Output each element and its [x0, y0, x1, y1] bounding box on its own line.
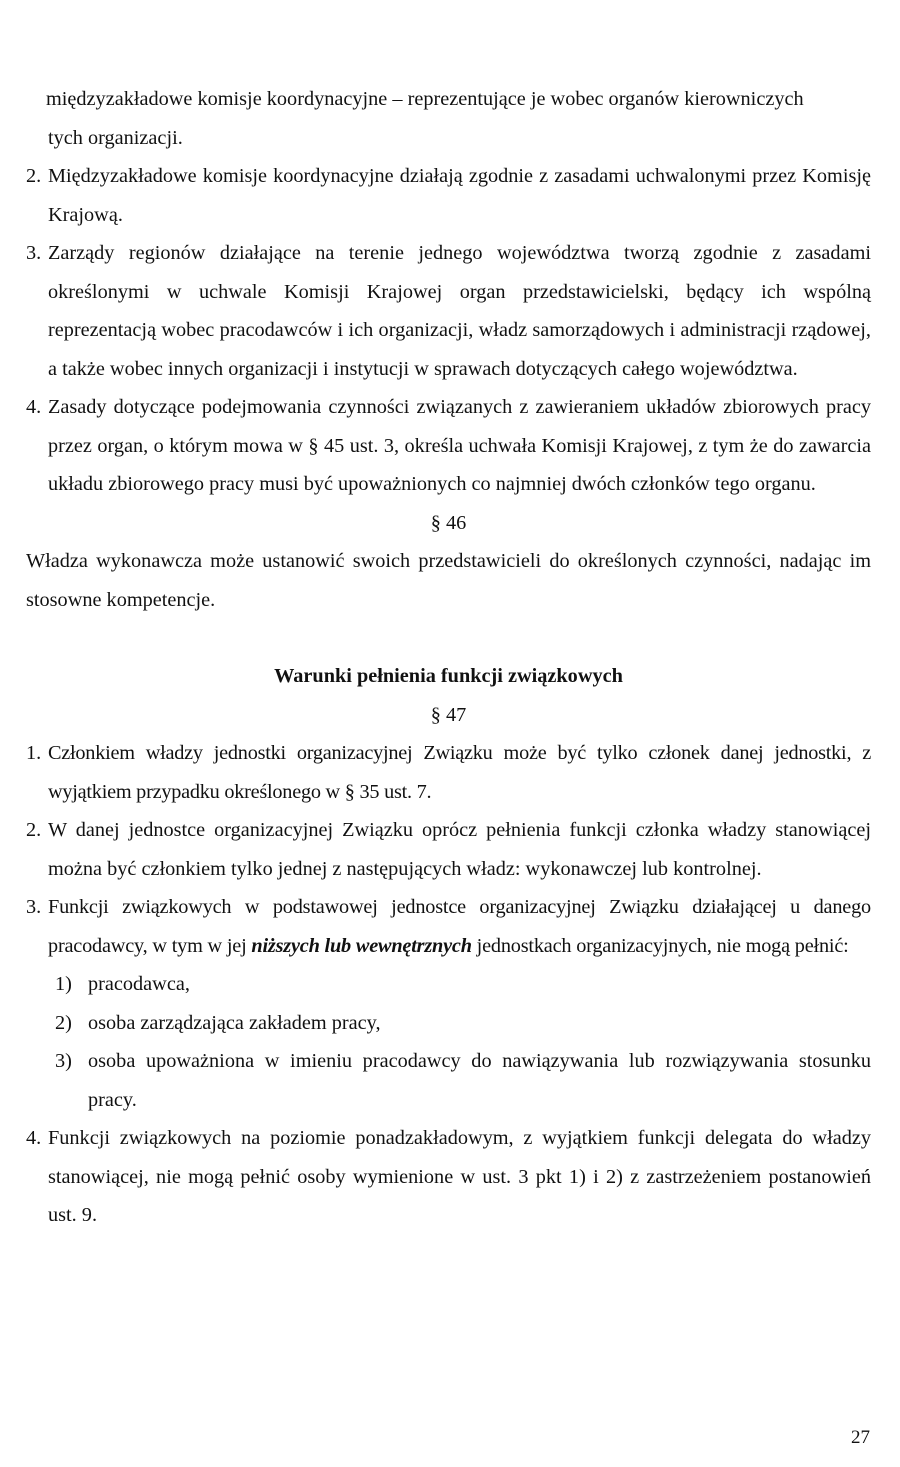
emphasized-text: niższych lub wewnętrznych — [251, 934, 472, 957]
list-text: Zarządy regionów działające na terenie jednego województwa tworzą zgodnie z zasadami określonymi w uchwale Komisji Krajowej organ przedstawicielski, będący ich wspólną reprezentacją wobec pracodawców i ich organizacji, władz samorządowych i administracji rządowej, a także wobec innych organizacji i instytucji w sprawach dotyczących całego województwa. — [48, 242, 871, 380]
s47-subitem-3 — [26, 1042, 871, 1119]
spacer — [26, 619, 871, 657]
list-text: Zasady dotyczące podejmowania czynności związanych z zawieraniem układów zbiorowych pracy przez organ, o którym mowa w § 45 ust. 3, określa uchwała Komisji Krajowej, z tym że do zawarcia układu zbiorowego pracy musi być upoważnionych co najmniej dwóch członków tego organu. — [48, 396, 871, 495]
sublist-text: osoba upoważniona w imieniu pracodawcy do nawiązywania lub rozwiązywania stosunku pracy. — [88, 1050, 871, 1111]
list-number: 1. — [26, 742, 42, 764]
sublist-number: 2) — [55, 1011, 72, 1034]
list-text: W danej jednostce organizacyjnej Związku oprócz pełnienia funkcji członka władzy stanowiącej można być członkiem tylko jednej z następujących władz: wykonawczej lub kontrolnej. — [48, 819, 871, 880]
list-number: 2. — [26, 819, 42, 841]
list-text — [48, 888, 871, 965]
section-mark-47: § 47 — [430, 703, 467, 726]
list-number: 3. — [26, 896, 42, 918]
s47-subitem-2 — [26, 1004, 871, 1043]
page-content — [26, 80, 871, 1235]
text-before-emphasis: Funkcji związkowych w podstawowej jednostce organizacyjnej Związku działającej u danego pracodawcy, w tym w jej — [48, 896, 871, 957]
s45-intro-line1: międzyzakładowe komisje koordynacyjne – reprezentujące je wobec organów kierowniczych — [46, 88, 804, 110]
text-after-emphasis: jednostkach organizacyjnych, nie mogą pełnić: — [471, 934, 849, 957]
list-text: Członkiem władzy jednostki organizacyjnej Związku może być tylko członek danej jednostki, z wyjątkiem przypadku określonego w § 35 ust. 7. — [48, 742, 871, 803]
sublist-text: pracodawca, — [88, 973, 190, 995]
s45-item-1-continuation — [26, 80, 871, 157]
s45-item-4 — [26, 388, 871, 504]
list-number: 2. — [26, 165, 42, 187]
list-text: Międzyzakładowe komisje koordynacyjne działają zgodnie z zasadami uchwalonymi przez Komisję Krajową. — [48, 165, 871, 226]
list-number: 4. — [26, 1127, 42, 1149]
s47-subitem-1 — [26, 965, 871, 1004]
sublist-number: 1) — [55, 973, 72, 995]
section-heading: Warunki pełnienia funkcji związkowych — [274, 665, 623, 687]
sublist-text: osoba zarządzająca zakładem pracy, — [88, 1011, 381, 1034]
list-number: 4. — [26, 396, 42, 418]
sublist-number: 3) — [55, 1050, 72, 1072]
list-number: 3. — [26, 242, 42, 264]
s45-item-3 — [26, 234, 871, 388]
section-mark-46: § 46 — [430, 511, 467, 534]
s45-item-2 — [26, 157, 871, 234]
s47-item-2 — [26, 811, 871, 888]
s47-item-4 — [26, 1119, 871, 1235]
s47-item-1 — [26, 734, 871, 811]
s47-item-3 — [26, 888, 871, 965]
s46-text: Władza wykonawcza może ustanowić swoich przedstawicieli do określonych czynności, nadając im stosowne kompetencje. — [26, 550, 871, 611]
page-number: 27 — [851, 1427, 870, 1448]
list-text: Funkcji związkowych na poziomie ponadzakładowym, z wyjątkiem funkcji delegata do władzy stanowiącej, nie mogą pełnić osoby wymienione w ust. 3 pkt 1) i 2) z zastrzeżeniem postanowień ust. 9. — [48, 1127, 871, 1226]
s45-intro-line2: tych organizacji. — [48, 126, 183, 149]
